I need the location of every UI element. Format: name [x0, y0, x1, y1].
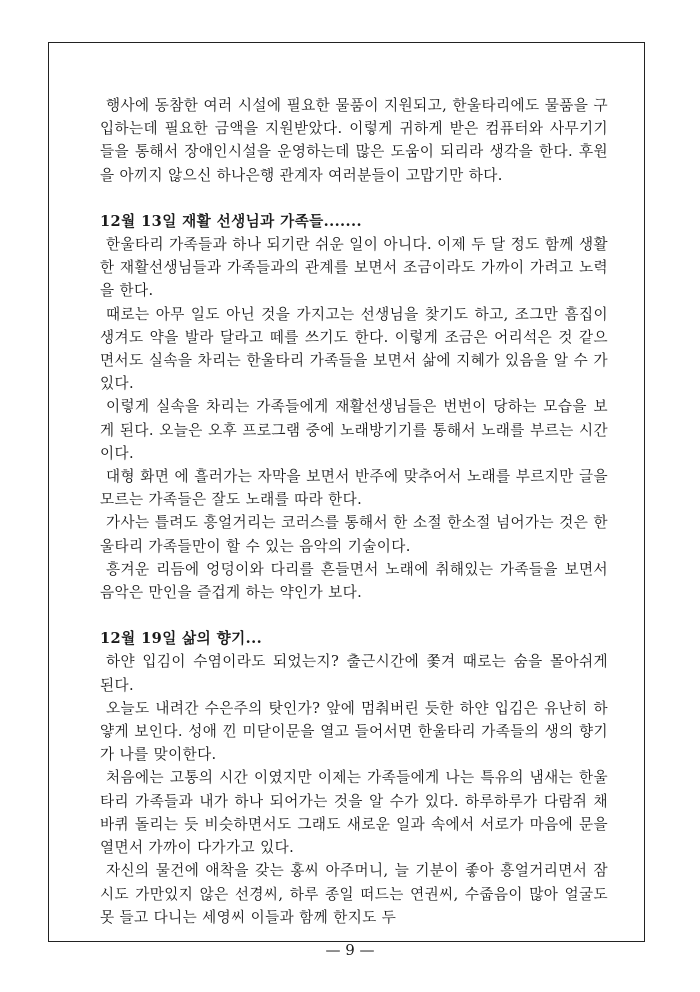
paragraph: 오늘도 내려간 수은주의 탓인가? 앞에 멈춰버린 듯한 하얀 입김은 유난히 하얗게 보인다. 성애 낀 미닫이문을 열고 들어서면 한울타리 가족들의 생의 향기가 나를 맞이한다. — [100, 699, 608, 764]
page-body — [100, 94, 608, 929]
section-spacer — [100, 187, 608, 210]
section-heading-dec13: 12월 13일 재활 선생님과 가족들....... — [100, 212, 362, 230]
paragraph: 자신의 물건에 애착을 갖는 홍씨 아주머니, 늘 기분이 좋아 흥얼거리면서 잠시도 가만있지 않은 선경씨, 하루 종일 떠드는 연권씨, 수줍음이 많아 얼굴도 못 들고 다니는 세영씨 이들과 함께 한지도 두 — [100, 862, 608, 926]
paragraph: 이렇게 실속을 차리는 가족들에게 재활선생님들은 번번이 당하는 모습을 보게 된다. 오늘은 오후 프로그램 중에 노래방기기를 통해서 노래를 부르는 시간이다. — [100, 398, 608, 462]
section-spacer — [100, 604, 608, 627]
paragraph: 행사에 동참한 여러 시설에 필요한 물품이 지원되고, 한울타리에도 물품을 구입하는데 필요한 금액을 지원받았다. 이렇게 귀하게 받은 컴퓨터와 사무기기들을 통해서 장애인시설을 운영하는데 많은 도움이 되리라 생각을 한다. 후원을 아끼지 않으신 하나은행 관계자 여러분들이 고맙기만 하다. — [100, 97, 608, 184]
paragraph: 처음에는 고통의 시간 이였지만 이제는 가족들에게 나는 특유의 냄새는 한울타리 가족들과 내가 하나 되어가는 것을 알 수가 있다. 하루하루가 다람쥐 채바퀴 돌리는 듯 비슷하면서도 그래도 새로운 일과 속에서 서로가 마음에 문을 열면서 가까이 다가가고 있다. — [100, 769, 608, 857]
page-number: — 9 — — [325, 941, 375, 959]
paragraph: 가사는 틀려도 흥얼거리는 코러스를 통해서 한 소절 한소절 넘어가는 것은 한울타리 가족들만이 할 수 있는 음악의 기술이다. — [100, 514, 608, 555]
paragraph: 흥겨운 리듬에 엉덩이와 다리를 흔들면서 노래에 취해있는 가족들을 보면서 음악은 만인을 즐겁게 하는 약인가 보다. — [100, 560, 608, 602]
section-heading-dec19: 12월 19일 삶의 향기... — [100, 630, 263, 648]
paragraph: 한울타리 가족들과 하나 되기란 쉬운 일이 아니다. 이제 두 달 정도 함께 생활한 재활선생님들과 가족들과의 관계를 보면서 조금이라도 가까이 가려고 노력을 한다. — [100, 236, 608, 300]
paragraph: 때로는 아무 일도 아닌 것을 가지고는 선생님을 찾기도 하고, 조그만 흠집이 생겨도 약을 발라 달라고 떼를 쓰기도 한다. 이렇게 조금은 어리석은 것 같으면서도 실속을 차리는 한울타리 가족들을 보면서 삶에 지혜가 있음을 알 수 가 있다. — [100, 305, 608, 393]
paragraph: 하얀 입김이 수염이라도 되었는지? 출근시간에 쫓겨 때로는 숨을 몰아쉬게 된다. — [100, 653, 608, 694]
paragraph: 대형 화면 에 흘러가는 자막을 보면서 반주에 맞추어서 노래를 부르지만 글을 모르는 가족들은 잘도 노래를 따라 한다. — [100, 468, 608, 509]
